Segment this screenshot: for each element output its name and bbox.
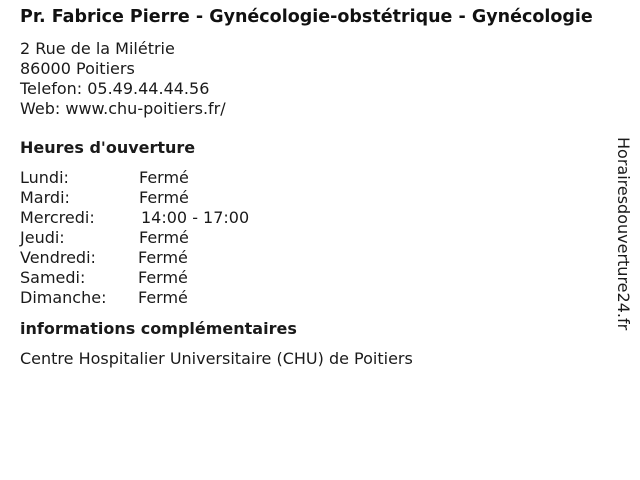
hours-row-samedi — [20, 268, 600, 288]
hours-value: Fermé — [138, 288, 188, 307]
day-label: Lundi: — [20, 168, 69, 187]
hours-value: Fermé — [138, 268, 188, 287]
hours-row-dimanche — [20, 288, 600, 308]
listing-card — [20, 8, 600, 369]
opening-hours-table — [20, 168, 600, 308]
hours-row-mercredi — [20, 208, 600, 228]
hours-row-mardi — [20, 188, 600, 208]
city-address: 86000 Poitiers — [20, 59, 135, 78]
phone-number[interactable]: Telefon: 05.49.44.44.56 — [20, 79, 210, 98]
address-block — [20, 39, 600, 119]
day-label: Dimanche: — [20, 288, 107, 307]
hours-value: 14:00 - 17:00 — [141, 208, 250, 227]
hours-row-jeudi — [20, 228, 600, 248]
hours-value: Fermé — [138, 248, 188, 267]
additional-info-heading: informations complémentaires — [20, 319, 297, 338]
page-title: Pr. Fabrice Pierre - Gynécologie-obstétrique - Gynécologie — [20, 7, 593, 27]
hours-value: Fermé — [139, 168, 189, 187]
hours-row-vendredi — [20, 248, 600, 268]
day-label: Vendredi: — [20, 248, 96, 267]
opening-hours-heading: Heures d'ouverture — [20, 138, 196, 157]
additional-info-text: Centre Hospitalier Universitaire (CHU) de Poitiers — [20, 349, 413, 368]
day-label: Mercredi: — [20, 208, 95, 227]
hours-row-lundi — [20, 168, 600, 188]
hours-value: Fermé — [139, 228, 189, 247]
day-label: Jeudi: — [20, 228, 65, 247]
website-link[interactable]: Web: www.chu-poitiers.fr/ — [20, 99, 226, 118]
hours-value: Fermé — [139, 188, 189, 207]
day-label: Mardi: — [20, 188, 70, 207]
street-address: 2 Rue de la Milétrie — [20, 39, 175, 58]
day-label: Samedi: — [20, 268, 86, 287]
site-watermark: Horairesdouverture24.fr — [614, 137, 633, 331]
